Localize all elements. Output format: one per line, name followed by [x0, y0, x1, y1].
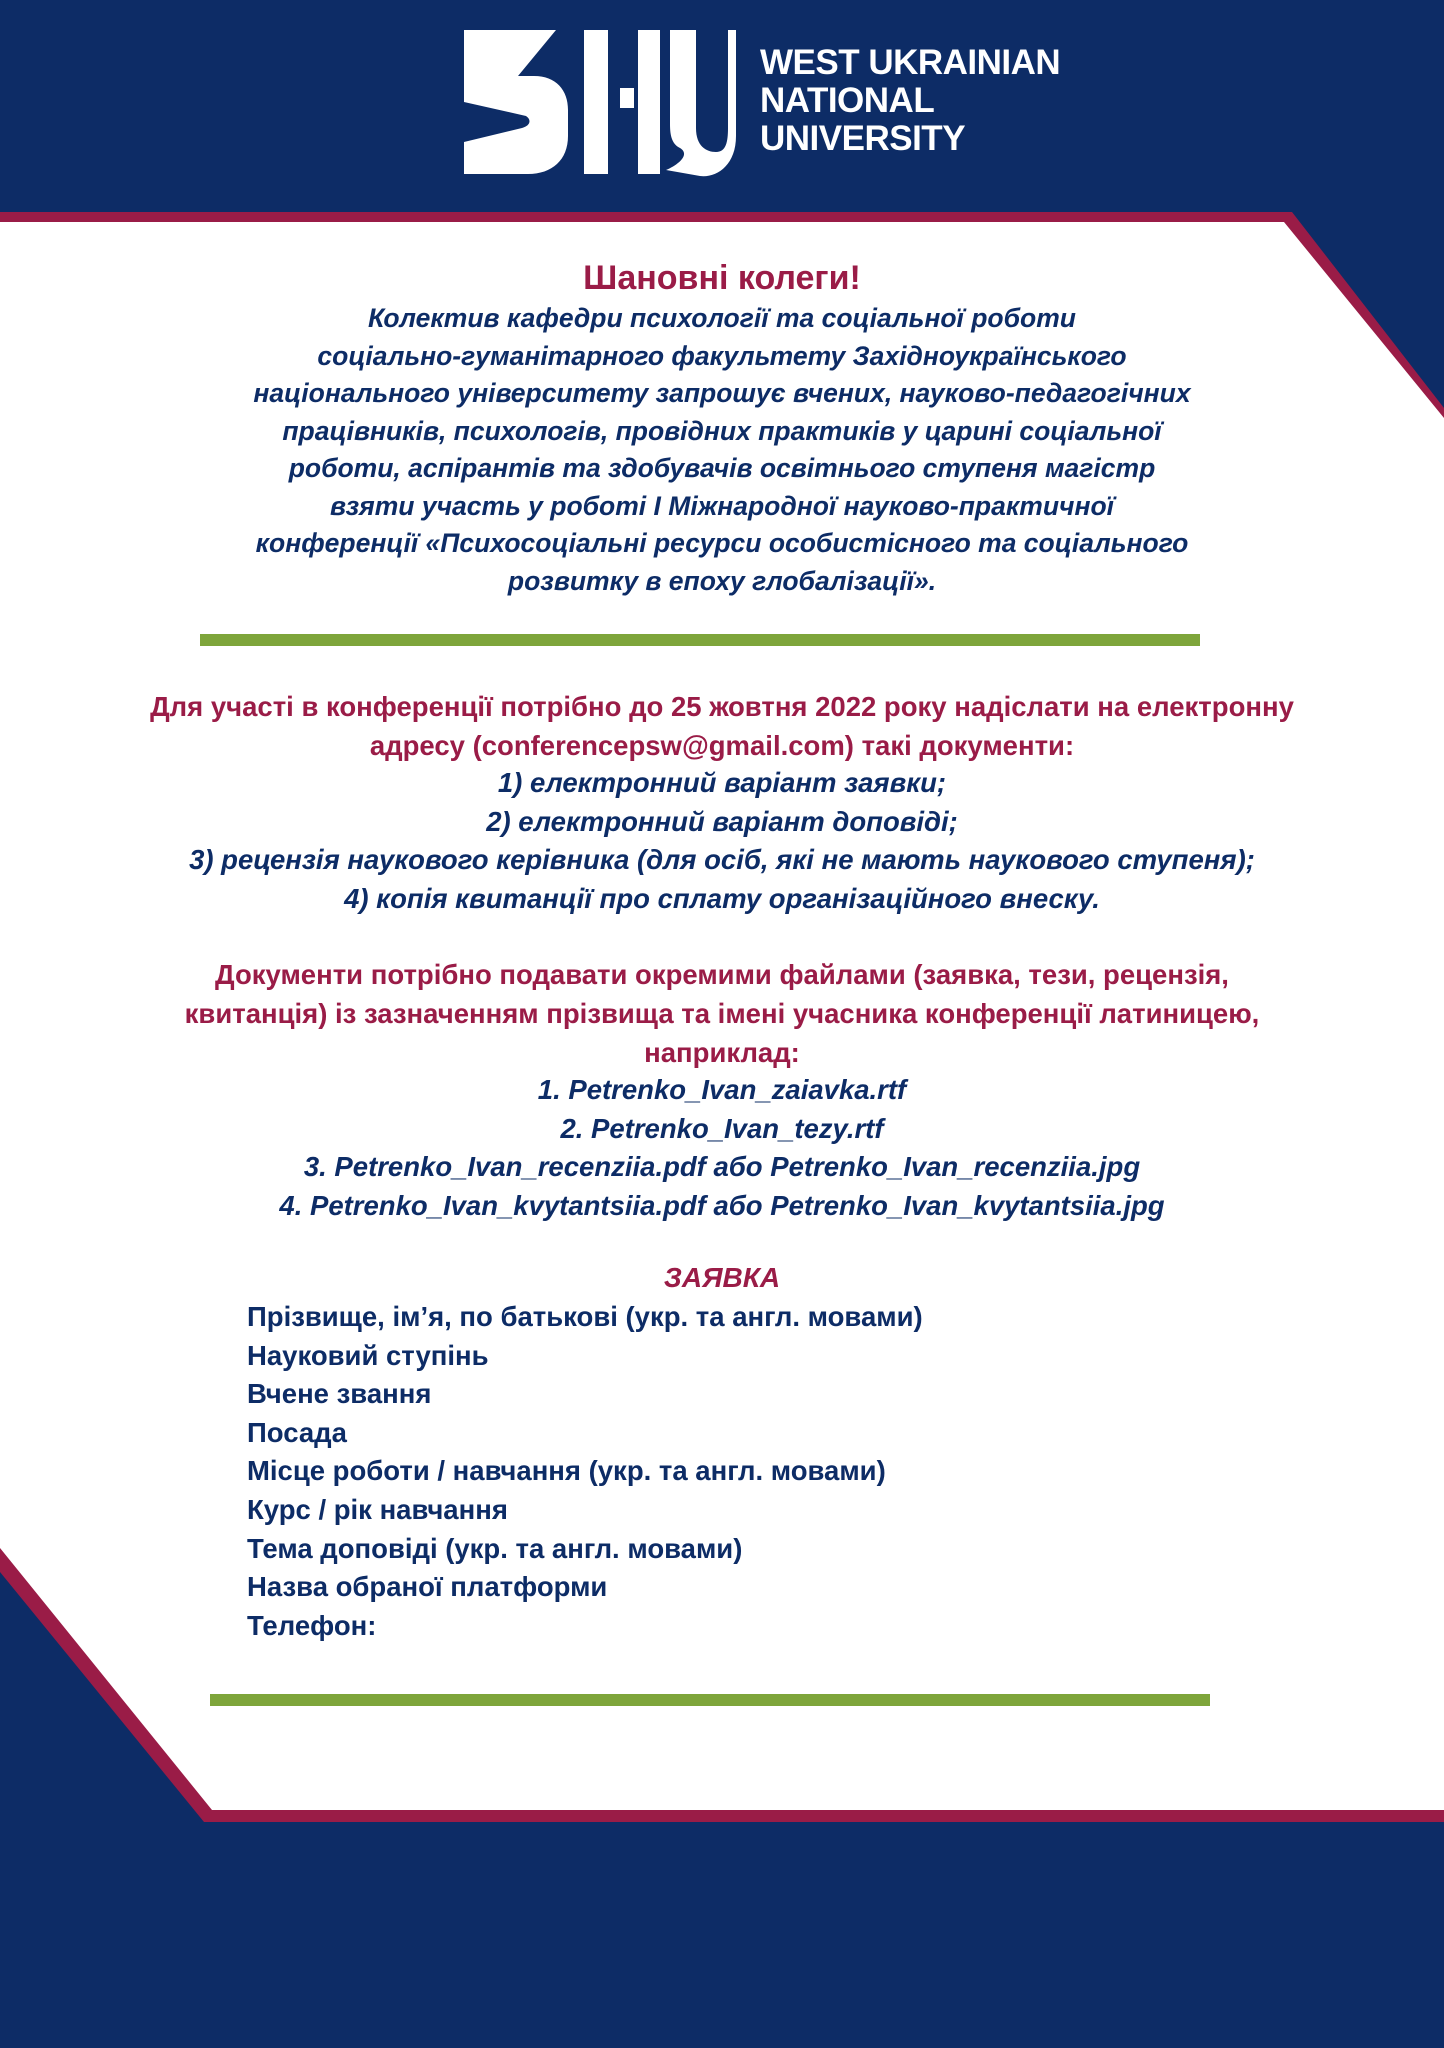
requirement-item: 3) рецензія наукового керівника (для осіб, які не мають наукового ступеня); [189, 844, 1255, 875]
form-field-label: Посада [247, 1416, 347, 1448]
form-field-label: Науковий ступінь [247, 1339, 489, 1371]
logo-line-3: UNIVERSITY [760, 119, 966, 158]
university-logo [460, 24, 1060, 184]
divider-bottom [210, 1694, 1210, 1706]
file-example: 3. Petrenko_Ivan_recenziia.pdf або Petrenko_Ivan_recenziia.jpg [303, 1151, 1141, 1182]
form-field-label: Тема доповіді (укр. та англ. мовами) [247, 1532, 743, 1564]
file-example: 1. Petrenko_Ivan_zaiavka.rtf [537, 1074, 907, 1105]
form-field-label: Вчене звання [247, 1378, 432, 1410]
file-examples-list [90, 1071, 1354, 1225]
intro-line: розвитку в епоху глобалізації». [507, 565, 937, 596]
requirements-heading-line: адресу (conferencepsw@gmail.com) такі документи: [369, 730, 1075, 761]
application-form-fields [247, 1298, 923, 1645]
file-example: 4. Petrenko_Ivan_kvytantsiia.pdf або Petrenko_Ivan_kvytantsiia.jpg [279, 1189, 1165, 1221]
logo-line-1: WEST UKRAINIAN [760, 43, 1061, 82]
greeting-heading: Шановні колеги! [583, 259, 861, 297]
file-example: 2. Petrenko_Ivan_tezy.rtf [560, 1112, 884, 1144]
requirements-list [90, 764, 1354, 918]
form-field-label: Телефон: [247, 1609, 377, 1641]
intro-line: соціально-гуманітарного факультету Західноукраїнського [317, 340, 1127, 371]
intro-line: взяти участь у роботі І Міжнародної науково-практичної [329, 490, 1115, 521]
form-field-label: Прізвище, ім’я, по батькові (укр. та англ. мовами) [247, 1301, 923, 1332]
divider-top [200, 634, 1200, 646]
intro-line: національного університету запрошує вчених, науково-педагогічних [253, 378, 1191, 408]
files-heading-line: Документи потрібно подавати окремими файлами (заявка, тези, рецензія, [215, 959, 1229, 990]
wunu-logo-mark-icon [460, 24, 736, 180]
intro-line: працівників, психологів, провідних практиків у царині соціальної [282, 415, 1162, 446]
logo-line-2: NATIONAL [760, 81, 935, 120]
logo-wordmark [760, 44, 1060, 158]
application-form-title: ЗАЯВКА [663, 1262, 781, 1293]
intro-line: Колектив кафедри психології та соціальної роботи [368, 303, 1076, 333]
files-heading [90, 955, 1354, 1072]
form-field-label: Місце роботи / навчання (укр. та англ. мовами) [247, 1455, 886, 1487]
form-field-label: Курс / рік навчання [247, 1493, 508, 1525]
form-field-label: Назва обраної платформи [247, 1571, 608, 1603]
intro-line: роботи, аспірантів та здобувачів освітнього ступеня магістр [288, 453, 1156, 483]
files-heading-line: квитанція) із зазначенням прізвища та імені учасника конференції латиницею, [184, 998, 1260, 1029]
files-heading-line: наприклад: [644, 1037, 800, 1068]
requirements-heading-line: Для участі в конференції потрібно до 25 жовтня 2022 року надіслати на електронну [150, 691, 1294, 722]
requirements-heading [90, 687, 1354, 765]
intro-line: конференції «Психосоціальні ресурси особистісного та соціального [255, 528, 1189, 558]
intro-paragraph [90, 300, 1354, 600]
requirement-item: 2) електронний варіант доповіді; [486, 805, 958, 837]
requirement-item: 4) копія квитанції про сплату організаційного внеску. [344, 882, 1100, 914]
requirement-item: 1) електронний варіант заявки; [497, 767, 947, 798]
